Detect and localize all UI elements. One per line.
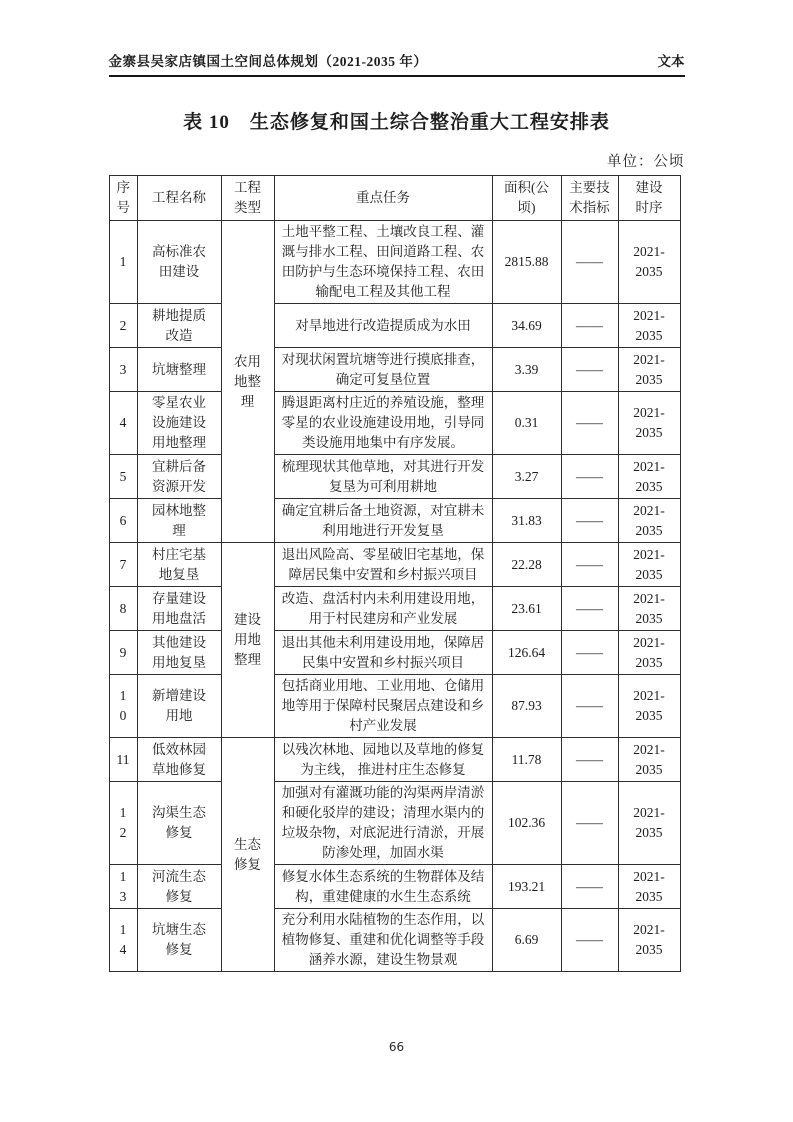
cell-schedule: 2021-2035 bbox=[618, 392, 680, 455]
cell-schedule: 2021-2035 bbox=[618, 587, 680, 631]
cell-project-name: 低效林园草地修复 bbox=[137, 738, 221, 782]
table-row bbox=[109, 587, 680, 631]
cell-indicator: —— bbox=[561, 392, 618, 455]
cell-indicator: —— bbox=[561, 543, 618, 587]
cell-key-task: 退出风险高、零星破旧宅基地，保障居民集中安置和乡村振兴项目 bbox=[274, 543, 492, 587]
cell-schedule: 2021-2035 bbox=[618, 782, 680, 865]
cell-key-task: 改造、盘活村内未利用建设用地，用于村民建房和产业发展 bbox=[274, 587, 492, 631]
cell-indicator: —— bbox=[561, 865, 618, 909]
cell-schedule: 2021-2035 bbox=[618, 675, 680, 738]
table-row bbox=[109, 865, 680, 909]
column-header: 工程名称 bbox=[137, 176, 221, 221]
page-header bbox=[109, 0, 685, 77]
cell-area: 193.21 bbox=[492, 865, 561, 909]
cell-area: 31.83 bbox=[492, 499, 561, 543]
column-header: 建设时序 bbox=[618, 176, 680, 221]
unit-note: 单位：公顷 bbox=[607, 154, 685, 170]
cell-key-task: 充分利用水陆植物的生态作用，以植物修复、重建和优化调整等手段涵养水源，建设生物景观 bbox=[274, 909, 492, 972]
cell-key-task: 加强对有灌溉功能的沟渠两岸清淤和硬化驳岸的建设；清理水渠内的垃圾杂物，对底泥进行清淤，开展防渗处理，加固水渠 bbox=[274, 782, 492, 865]
cell-project-name: 园林地整理 bbox=[137, 499, 221, 543]
cell-area: 2815.88 bbox=[492, 221, 561, 304]
header-section-label: 文本 bbox=[657, 54, 685, 69]
cell-serial: 13 bbox=[109, 865, 137, 909]
cell-area: 23.61 bbox=[492, 587, 561, 631]
table-row bbox=[109, 675, 680, 738]
cell-key-task: 梳理现状其他草地，对其进行开发复垦为可利用耕地 bbox=[274, 455, 492, 499]
table-row bbox=[109, 221, 680, 304]
cell-project-name: 坑塘整理 bbox=[137, 348, 221, 392]
cell-project-type: 农用地整理 bbox=[221, 221, 274, 543]
cell-project-type: 生态修复 bbox=[221, 738, 274, 972]
column-header: 重点任务 bbox=[274, 176, 492, 221]
table-title: 表 10 生态修复和国土综合整治重大工程安排表 bbox=[183, 112, 610, 133]
table-row bbox=[109, 543, 680, 587]
cell-area: 22.28 bbox=[492, 543, 561, 587]
cell-schedule: 2021-2035 bbox=[618, 865, 680, 909]
cell-serial: 8 bbox=[109, 587, 137, 631]
cell-serial: 6 bbox=[109, 499, 137, 543]
cell-project-name: 新增建设用地 bbox=[137, 675, 221, 738]
cell-indicator: —— bbox=[561, 675, 618, 738]
cell-area: 102.36 bbox=[492, 782, 561, 865]
cell-schedule: 2021-2035 bbox=[618, 499, 680, 543]
cell-project-name: 沟渠生态修复 bbox=[137, 782, 221, 865]
cell-project-name: 零星农业设施建设用地整理 bbox=[137, 392, 221, 455]
cell-serial: 4 bbox=[109, 392, 137, 455]
cell-key-task: 退出其他未利用建设用地，保障居民集中安置和乡村振兴项目 bbox=[274, 631, 492, 675]
cell-project-name: 坑塘生态修复 bbox=[137, 909, 221, 972]
cell-serial: 12 bbox=[109, 782, 137, 865]
table-row bbox=[109, 455, 680, 499]
cell-indicator: —— bbox=[561, 304, 618, 348]
cell-area: 34.69 bbox=[492, 304, 561, 348]
cell-indicator: —— bbox=[561, 221, 618, 304]
cell-area: 0.31 bbox=[492, 392, 561, 455]
cell-project-type: 建设用地整理 bbox=[221, 543, 274, 738]
cell-serial: 5 bbox=[109, 455, 137, 499]
cell-key-task: 对旱地进行改造提质成为水田 bbox=[274, 304, 492, 348]
cell-serial: 3 bbox=[109, 348, 137, 392]
cell-key-task: 包括商业用地、工业用地、仓储用地等用于保障村民聚居点建设和乡村产业发展 bbox=[274, 675, 492, 738]
column-header: 主要技术指标 bbox=[561, 176, 618, 221]
cell-project-name: 存量建设用地盘活 bbox=[137, 587, 221, 631]
table-row bbox=[109, 499, 680, 543]
cell-key-task: 以残次林地、园地以及草地的修复为主线， 推进村庄生态修复 bbox=[274, 738, 492, 782]
cell-schedule: 2021-2035 bbox=[618, 738, 680, 782]
column-header: 工程类型 bbox=[221, 176, 274, 221]
cell-indicator: —— bbox=[561, 348, 618, 392]
cell-key-task: 土地平整工程、土壤改良工程、灌溉与排水工程、田间道路工程、农田防护与生态环境保持工程、农田输配电工程及其他工程 bbox=[274, 221, 492, 304]
cell-indicator: —— bbox=[561, 499, 618, 543]
cell-indicator: —— bbox=[561, 455, 618, 499]
cell-schedule: 2021-2035 bbox=[618, 543, 680, 587]
page-number: 66 bbox=[388, 1040, 405, 1054]
table-row bbox=[109, 909, 680, 972]
header-document-title: 金寨县吴家店镇国土空间总体规划（2021-2035 年） bbox=[108, 54, 428, 69]
cell-project-name: 高标准农田建设 bbox=[137, 221, 221, 304]
cell-indicator: —— bbox=[561, 782, 618, 865]
table-row bbox=[109, 782, 680, 865]
cell-serial: 11 bbox=[109, 738, 137, 782]
cell-project-name: 宜耕后备资源开发 bbox=[137, 455, 221, 499]
cell-key-task: 腾退距离村庄近的养殖设施，整理零星的农业设施建设用地，引导同类设施用地集中有序发展。 bbox=[274, 392, 492, 455]
cell-serial: 14 bbox=[109, 909, 137, 972]
cell-schedule: 2021-2035 bbox=[618, 455, 680, 499]
cell-area: 3.27 bbox=[492, 455, 561, 499]
cell-key-task: 修复水体生态系统的生物群体及结构，重建健康的水生生态系统 bbox=[274, 865, 492, 909]
table-row bbox=[109, 304, 680, 348]
cell-schedule: 2021-2035 bbox=[618, 348, 680, 392]
cell-indicator: —— bbox=[561, 587, 618, 631]
table-row bbox=[109, 348, 680, 392]
column-header: 面积(公顷) bbox=[492, 176, 561, 221]
cell-schedule: 2021-2035 bbox=[618, 221, 680, 304]
cell-serial: 2 bbox=[109, 304, 137, 348]
cell-area: 87.93 bbox=[492, 675, 561, 738]
cell-serial: 7 bbox=[109, 543, 137, 587]
cell-serial: 1 bbox=[109, 221, 137, 304]
cell-project-name: 村庄宅基地复垦 bbox=[137, 543, 221, 587]
table-row bbox=[109, 738, 680, 782]
cell-schedule: 2021-2035 bbox=[618, 909, 680, 972]
table-body bbox=[109, 221, 680, 972]
cell-indicator: —— bbox=[561, 631, 618, 675]
cell-schedule: 2021-2035 bbox=[618, 304, 680, 348]
cell-indicator: —— bbox=[561, 909, 618, 972]
projects-table bbox=[109, 175, 681, 972]
cell-project-name: 耕地提质改造 bbox=[137, 304, 221, 348]
cell-key-task: 对现状闲置坑塘等进行摸底排查，确定可复垦位置 bbox=[274, 348, 492, 392]
table-row bbox=[109, 631, 680, 675]
table-row bbox=[109, 392, 680, 455]
page-content bbox=[109, 0, 685, 972]
cell-serial: 9 bbox=[109, 631, 137, 675]
table-header-row bbox=[109, 176, 680, 221]
cell-key-task: 确定宜耕后备土地资源，对宜耕未利用地进行开发复垦 bbox=[274, 499, 492, 543]
column-header: 序号 bbox=[109, 176, 137, 221]
cell-project-name: 河流生态修复 bbox=[137, 865, 221, 909]
cell-area: 3.39 bbox=[492, 348, 561, 392]
cell-area: 11.78 bbox=[492, 738, 561, 782]
cell-project-name: 其他建设用地复垦 bbox=[137, 631, 221, 675]
cell-area: 126.64 bbox=[492, 631, 561, 675]
cell-indicator: —— bbox=[561, 738, 618, 782]
cell-area: 6.69 bbox=[492, 909, 561, 972]
cell-serial: 10 bbox=[109, 675, 137, 738]
cell-schedule: 2021-2035 bbox=[618, 631, 680, 675]
